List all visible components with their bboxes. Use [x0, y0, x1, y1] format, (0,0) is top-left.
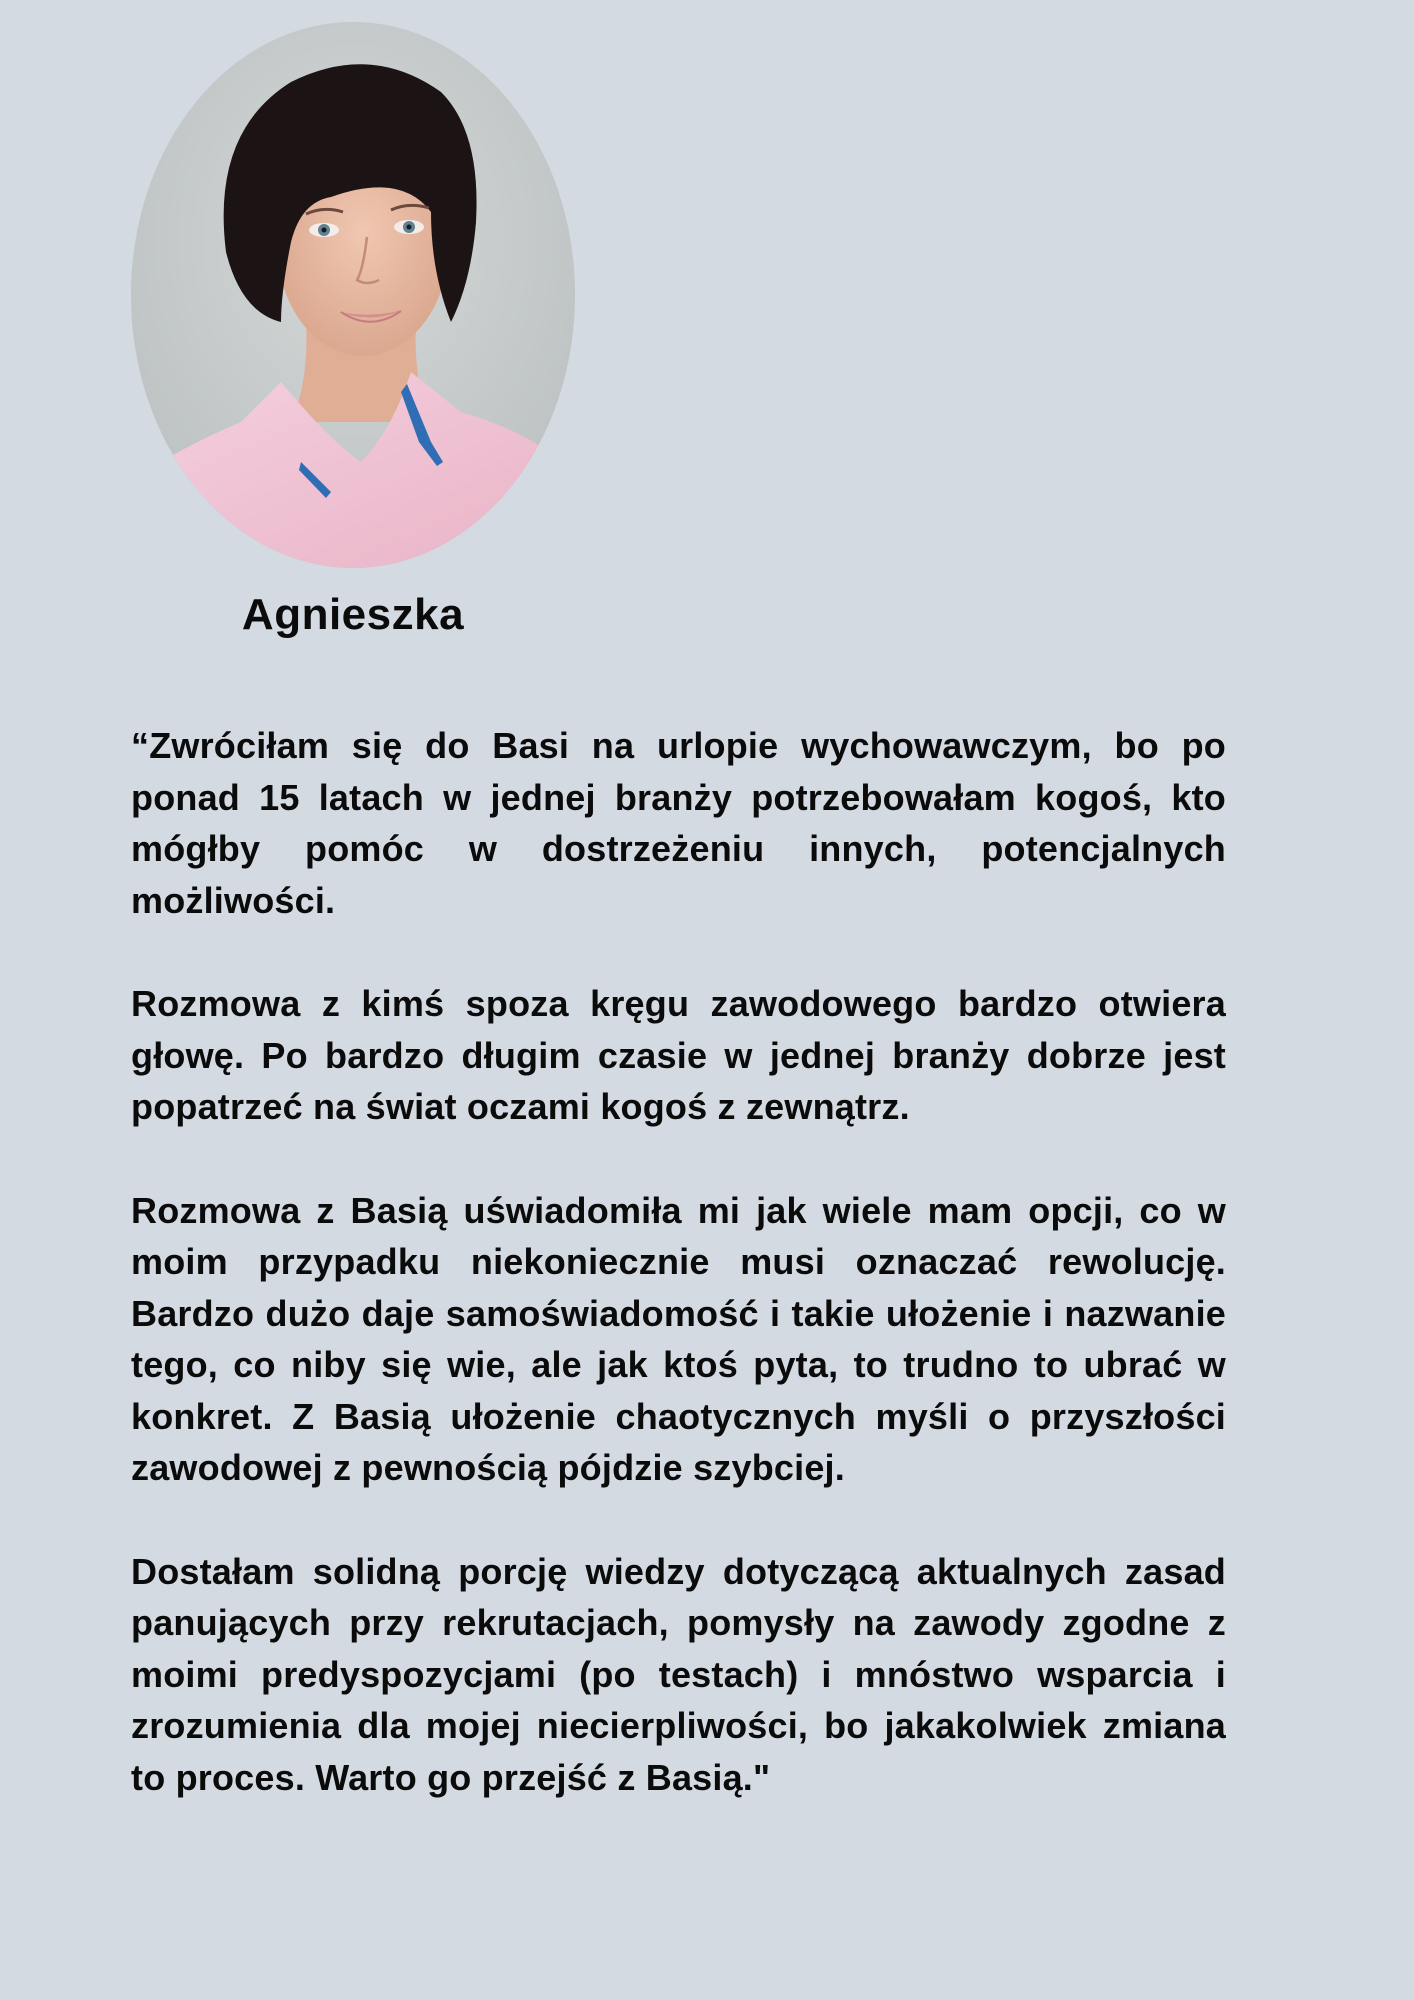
- testimonial-quote: [131, 720, 1226, 1855]
- testimonial-paragraph: Rozmowa z Basią uświadomiła mi jak wiele mam opcji, co w moim przypadku niekoniecznie musi oznaczać rewolucję. Bardzo dużo daje samoświadomość i takie ułożenie i nazwanie tego, co niby się wie, ale jak ktoś pyta, to trudno to ubrać w konkret. Z Basią ułożenie chaotycznych myśli o przyszłości zawodowej z pewnością pójdzie szybciej.: [131, 1189, 1226, 1488]
- testimonial-paragraph: Dostałam solidną porcję wiedzy dotyczącą aktualnych zasad panujących przy rekrutacjach, pomysły na zawody zgodne z moimi predyspozycjami (po testach) i mnóstwo wsparcia i zrozumienia dla mojej niecierpliwości, bo jakakolwiek zmiana to proces. Warto go przejść z Basią.": [131, 1550, 1226, 1798]
- portrait-illustration: [131, 22, 575, 568]
- portrait-photo: [131, 22, 575, 568]
- testimonial-paragraph: “Zwróciłam się do Basi na urlopie wychowawczym, bo po ponad 15 latach w jednej branży potrzebowałam kogoś, kto mógłby pomóc w dostrzeżeniu innych, potencjalnych możliwości.: [131, 725, 1226, 921]
- person-name: Agnieszka: [241, 590, 465, 639]
- testimonial-paragraph: Rozmowa z kimś spoza kręgu zawodowego bardzo otwiera głowę. Po bardzo długim czasie w jednej branży dobrze jest popatrzeć na świat oczami kogoś z zewnątrz.: [131, 983, 1226, 1127]
